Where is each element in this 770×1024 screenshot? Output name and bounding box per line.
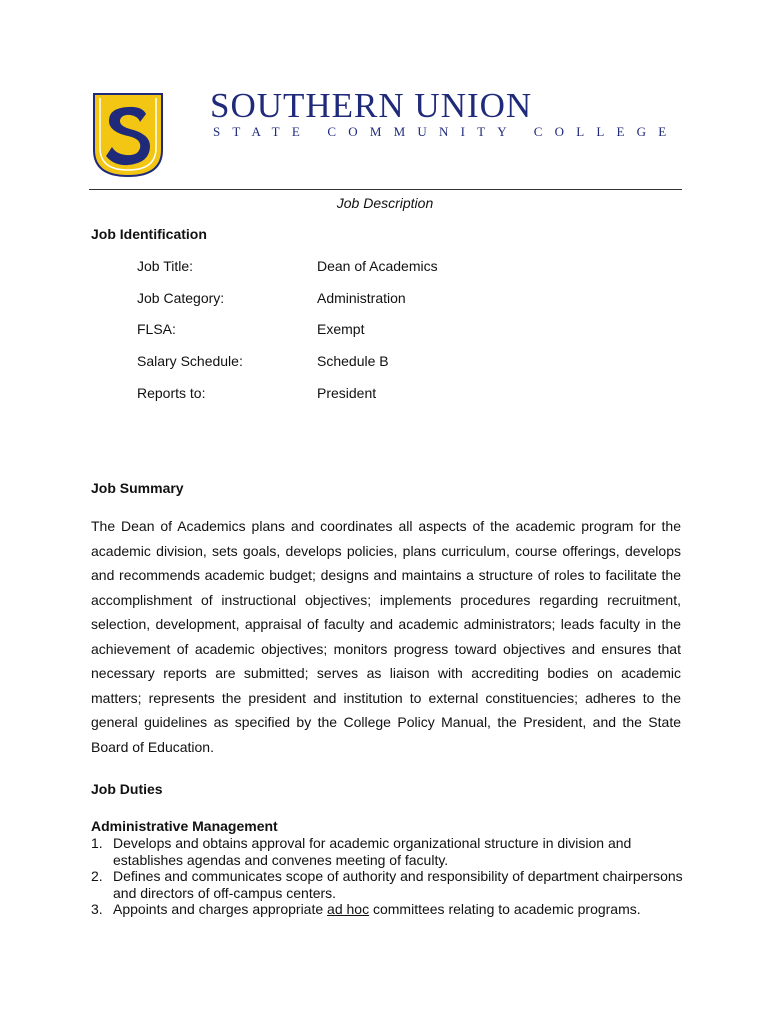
duty-item: [91, 835, 686, 868]
duty-text-underlined: ad hoc: [327, 901, 370, 917]
salary-schedule-value: Schedule B: [317, 353, 389, 369]
job-summary-text: The Dean of Academics plans and coordinates all aspects of the academic program for the academic division, sets goals, develops policies, plans curriculum, course offerings, develops and recommends academic budget; designs and maintains a structure of roles to facilitate the accomplishment of instructional objectives; implements procedures regarding recruitment, selection, development, appraisal of faculty and academic administrators; leads faculty in the achievement of academic objectives; monitors progress toward objectives and ensures that necessary reports are submitted; serves as liaison with accrediting bodies on academic matters; represents the president and institution to external constituencies; adheres to the general guidelines as specified by the College Policy Manual, the President, and the State Board of Education.: [91, 518, 681, 755]
flsa-label: FLSA:: [137, 321, 176, 337]
reports-to-label: Reports to:: [137, 385, 206, 401]
administrative-management-heading: Administrative Management: [91, 818, 278, 834]
job-category-label: Job Category:: [137, 290, 225, 306]
duties-list: [91, 835, 686, 918]
job-identification-heading: Job Identification: [91, 226, 207, 242]
job-category-row: [137, 289, 637, 307]
college-shield-logo-icon: [92, 92, 164, 178]
header-divider: [89, 189, 682, 190]
duty-number: 1.: [91, 835, 103, 851]
duty-text-end: committees relating to academic programs.: [369, 901, 641, 917]
job-title-label: Job Title:: [137, 258, 194, 274]
job-title-row: [137, 257, 637, 275]
document-type: Job Description: [336, 195, 434, 211]
duty-text: Defines and communicates scope of authority and responsibility of department chairpersons and directors of off-campus centers.: [113, 868, 683, 901]
salary-schedule-row: [137, 352, 637, 370]
duty-text-start: Appoints and charges appropriate: [113, 901, 328, 917]
salary-schedule-label: Salary Schedule:: [137, 353, 243, 369]
duty-text: Develops and obtains approval for academic organizational structure in division and establishes agendas and convenes meeting of faculty.: [113, 835, 632, 868]
job-duties-heading: Job Duties: [91, 781, 163, 797]
flsa-row: [137, 320, 637, 338]
duty-number: 2.: [91, 868, 103, 884]
college-name: SOUTHERN UNION: [210, 86, 533, 125]
flsa-value: Exempt: [317, 321, 365, 337]
duty-item: [91, 901, 686, 918]
job-title-value: Dean of Academics: [317, 258, 438, 274]
job-category-value: Administration: [317, 290, 406, 306]
reports-to-row: [137, 384, 637, 402]
job-summary-heading: Job Summary: [91, 480, 184, 496]
college-subtitle: STATE COMMUNITY COLLEGE: [213, 124, 679, 139]
duty-number: 3.: [91, 901, 103, 917]
reports-to-value: President: [317, 385, 377, 401]
duty-item: [91, 868, 686, 901]
